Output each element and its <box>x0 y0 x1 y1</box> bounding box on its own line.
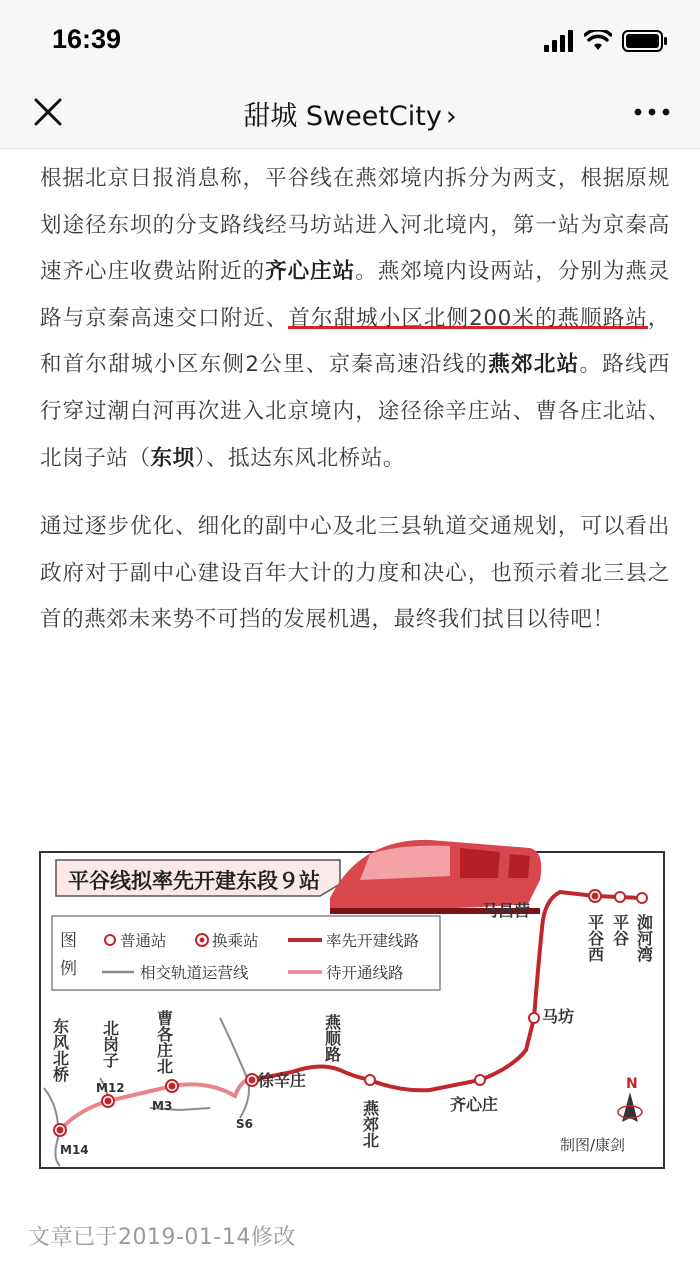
legend-label-2: 例 <box>60 959 77 979</box>
chevron-right-icon[interactable]: › <box>445 101 457 132</box>
more-icon[interactable] <box>632 100 672 124</box>
legend-transfer-station: 换乘站 <box>212 932 259 950</box>
compass-north-label: N <box>626 1076 638 1092</box>
line-tag-m3: M3 <box>152 1099 173 1113</box>
status-icons <box>544 30 668 52</box>
account-title[interactable] <box>0 94 700 133</box>
battery-icon <box>622 30 668 52</box>
legend-first-built-line: 率先开建线路 <box>326 932 420 950</box>
station-yanshunlu: 燕顺路 <box>322 1014 342 1062</box>
station-dongfengbeiqiao: 东风北桥 <box>50 1018 70 1082</box>
station-qixinzhuang: 齐心庄 <box>450 1095 499 1114</box>
nav-bar <box>0 80 700 149</box>
line-tag-m12: M12 <box>96 1081 125 1095</box>
map-credit: 制图/康剑 <box>560 1136 626 1154</box>
article-body <box>40 148 670 644</box>
account-name[interactable]: 甜城 SweetCity <box>243 101 442 132</box>
highlighted-yanshunlu: 首尔甜城小区北侧200米的燕顺路站 <box>288 305 648 331</box>
bold-dongba: 东坝 <box>150 445 195 471</box>
wifi-icon <box>584 30 612 52</box>
article-paragraph-2: 通过逐步优化、细化的副中心及北三县轨道交通规划，可以看出政府对于副中心建设百年大计的力度和决心，也预示着北三县之首的燕郊未来势不可挡的发展机遇，最终我们拭目以待吧！ <box>40 514 670 633</box>
station-caogezhuangbei: 曹各庄北 <box>154 1010 174 1074</box>
station-machangying: 马昌营 <box>482 901 531 920</box>
route-map-image <box>30 818 670 1188</box>
legend-label-1: 图 <box>60 931 77 951</box>
station-beigangzi: 北岗子 <box>100 1020 120 1068</box>
station-pinggu-xi: 平谷西 <box>585 914 605 962</box>
legend-future-line: 待开通线路 <box>326 964 404 982</box>
station-xuhewan: 洳河湾 <box>634 914 654 962</box>
edit-notice: 文章已于2019-01-14修改 <box>28 1225 296 1250</box>
legend-regular-station: 普通站 <box>120 932 167 950</box>
signal-icon <box>544 30 574 52</box>
legend-intersecting-line: 相交轨道运营线 <box>140 964 249 982</box>
bold-qixinzhuang: 齐心庄站 <box>265 259 356 285</box>
station-mafang: 马坊 <box>542 1007 575 1026</box>
bold-yanjiaobei: 燕郊北站 <box>488 352 580 378</box>
line-tag-s6: S6 <box>236 1117 253 1131</box>
article-paragraph-1: 根据北京日报消息称，平谷线在燕郊境内拆分为两支，根据原规划途径东坝的分支路线经马坊站进入河北境内，第一站为京秦高速齐心庄收费站附近的齐心庄站。燕郊境内设两站，分别为燕灵路与京秦高速交口附近、首尔甜城小区北侧200米的燕顺路站，和首尔甜城小区东侧2公里、京秦高速沿线的燕郊北站。路线西行穿过潮白河再次进入北京境内，途径徐辛庄站、曹各庄北站、北岗子站（东坝）、抵达东风北桥站。 <box>40 166 670 471</box>
route-map <box>30 818 670 1188</box>
station-pinggu: 平谷 <box>610 914 630 946</box>
map-title: 平谷线拟率先开建东段９站 <box>68 869 320 893</box>
status-time: 16:39 <box>52 24 122 54</box>
status-bar <box>0 0 700 80</box>
station-xuxinzhuang: 徐辛庄 <box>258 1071 307 1090</box>
station-yanjiaobei: 燕郊北 <box>360 1100 380 1148</box>
line-tag-m14: M14 <box>60 1143 89 1157</box>
